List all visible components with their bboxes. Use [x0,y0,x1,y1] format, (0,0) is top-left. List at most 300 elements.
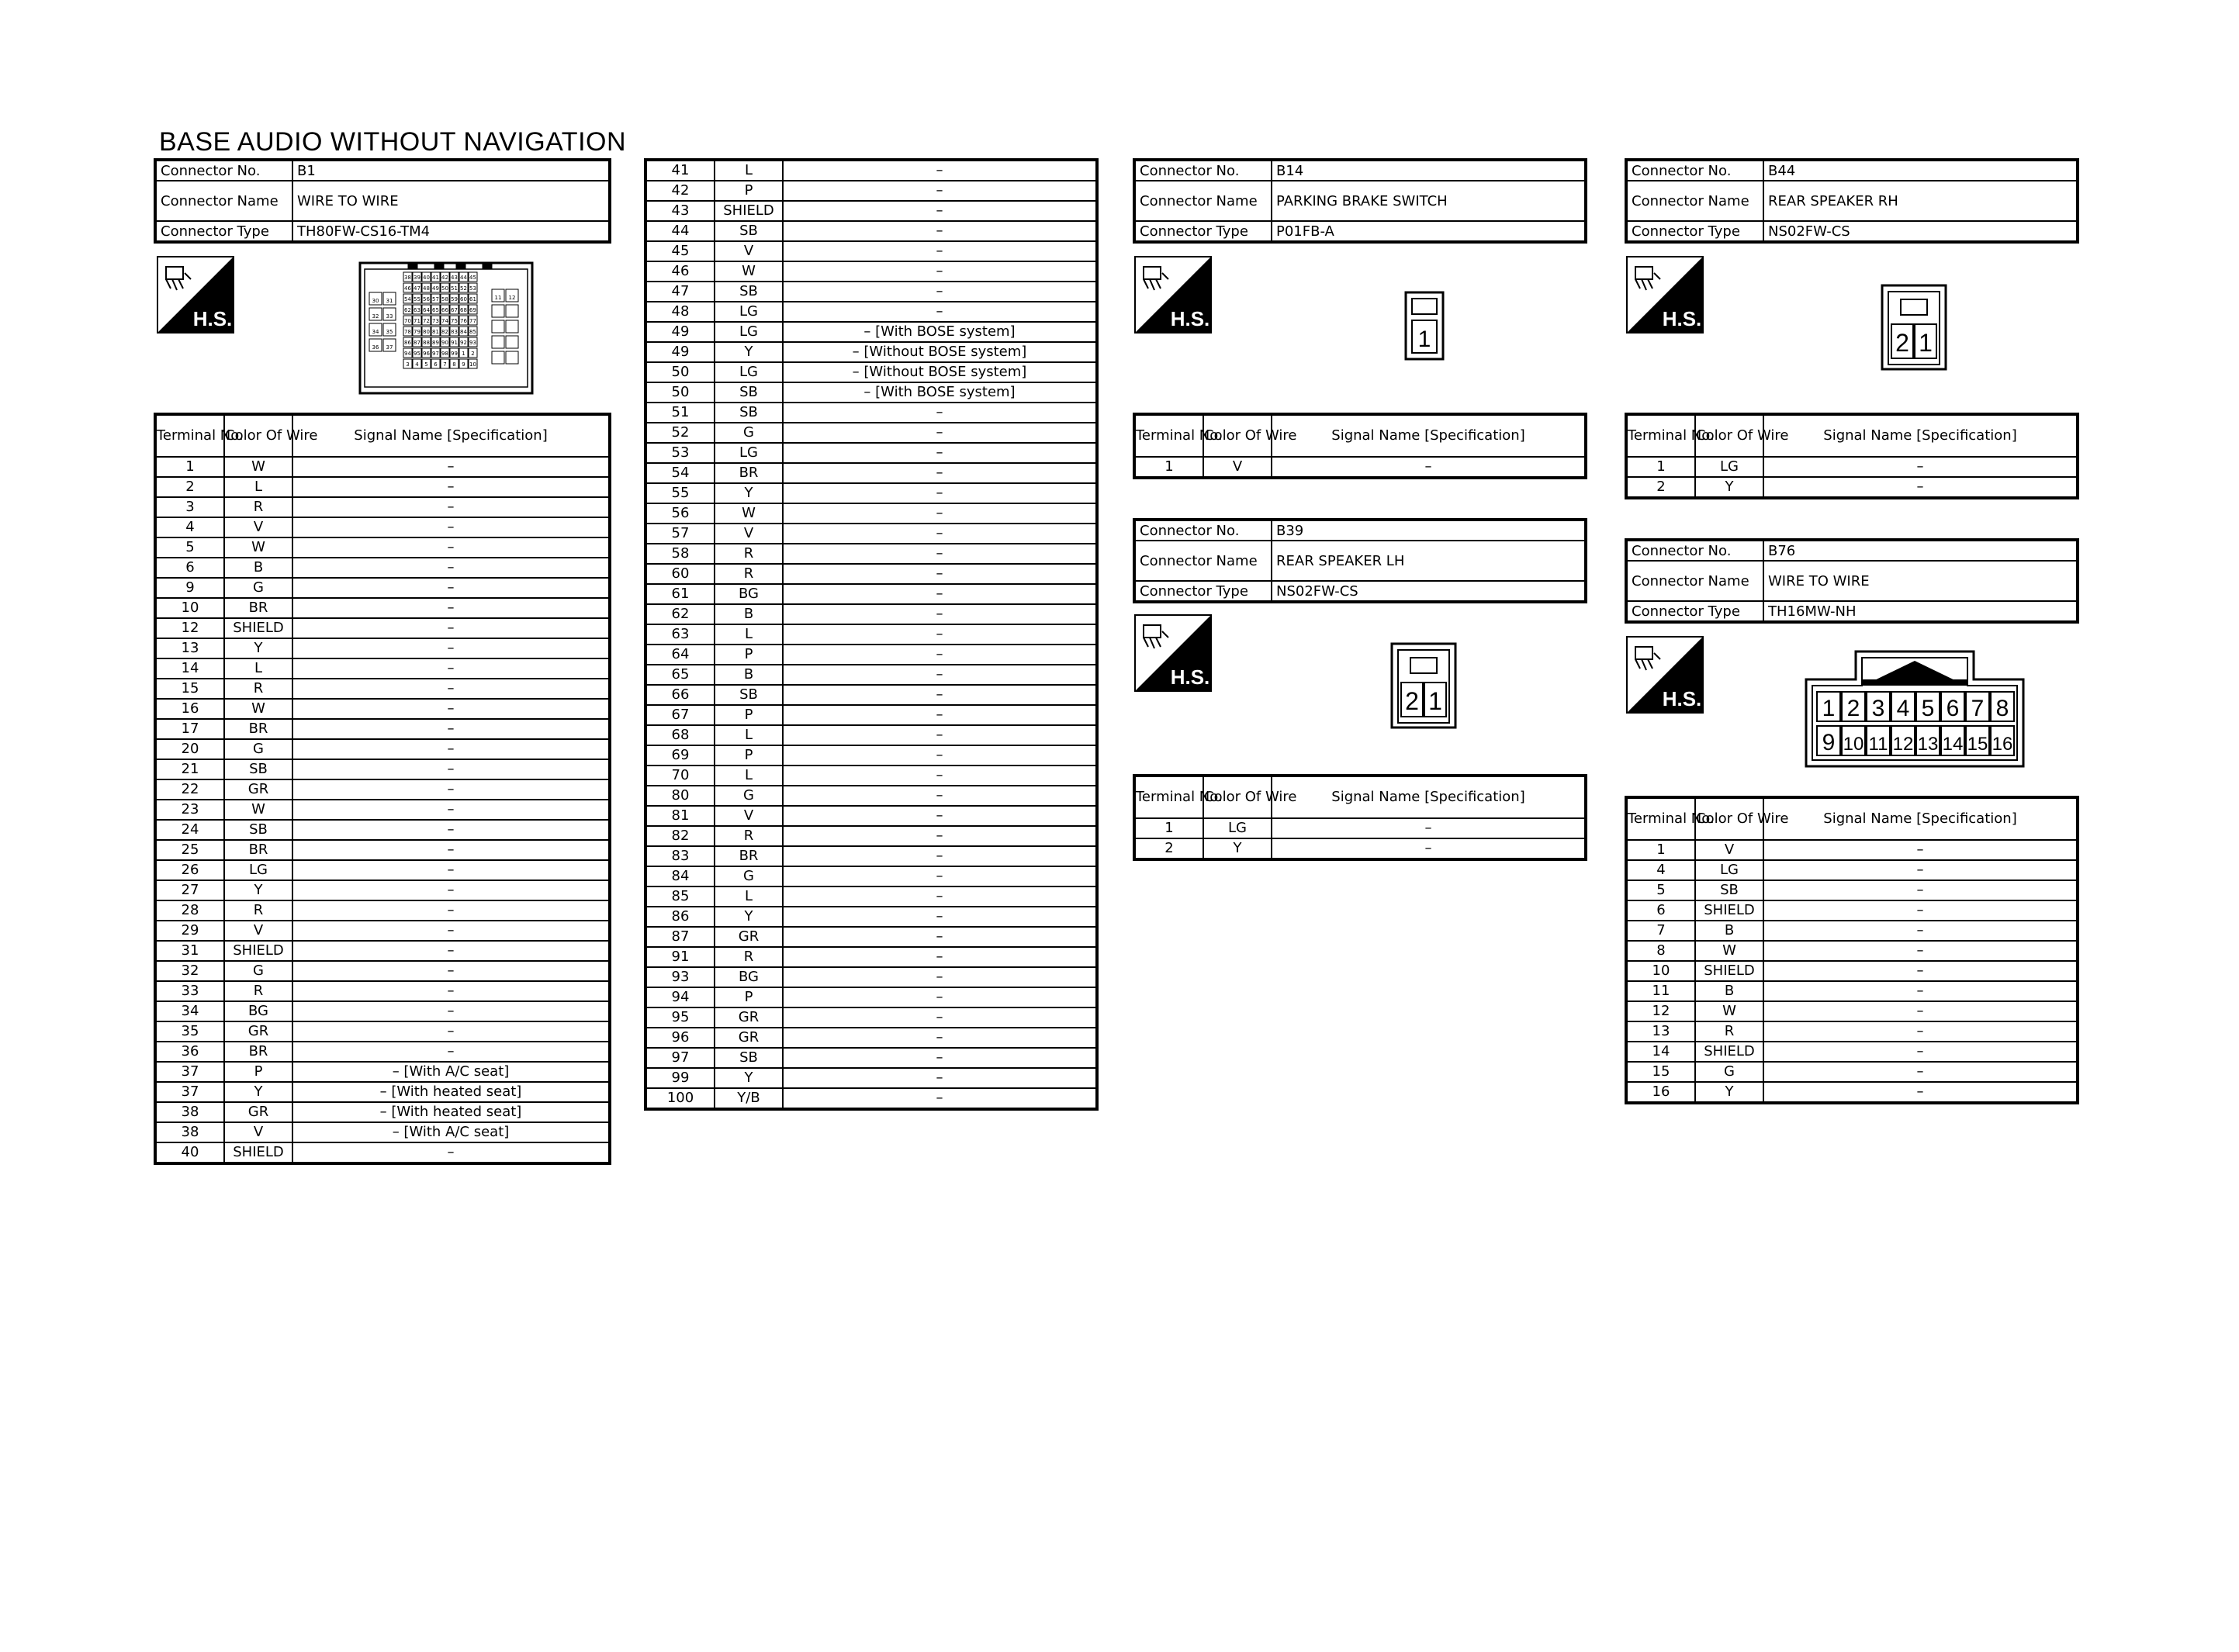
pin-label: 91 [451,340,458,346]
table-row [155,558,610,578]
terminal-table-b1-part1 [154,413,611,1165]
terminal-no-cell: 63 [645,624,715,645]
terminal-no-cell: 21 [155,759,224,779]
connector-type-label: Connector Type [1626,601,1763,622]
pin-label: 33 [386,313,393,320]
terminal-no-cell: 12 [1626,1001,1695,1021]
terminal-no-cell: 95 [645,1007,715,1028]
signal-name-cell: – [Without BOSE system] [783,342,1097,362]
pin-label: 89 [432,340,439,346]
terminal-no-cell: 6 [1626,900,1695,921]
table-row [1626,1082,2078,1103]
wire-color-cell: L [715,766,783,786]
connector-no-label: Connector No. [1626,160,1763,181]
table-row [645,604,1097,624]
signal-name-header: Signal Name [Specification] [1272,414,1586,457]
terminal-no-cell: 41 [645,160,715,181]
wire-color-cell: Y [224,638,292,658]
terminal-no-header: Terminal No. [1626,414,1695,457]
table-row [1626,860,2078,880]
connector-type-value: NS02FW-CS [1763,221,2078,242]
pin-label: 97 [432,351,439,357]
signal-name-header: Signal Name [Specification] [1763,414,2078,457]
signal-name-cell: – [783,584,1097,604]
pin-label: 47 [414,285,420,292]
wire-color-cell: GR [224,1021,292,1042]
terminal-no-cell: 51 [645,403,715,423]
signal-name-cell: – [783,967,1097,987]
terminal-no-cell: 15 [155,679,224,699]
table-row [155,840,610,860]
signal-name-cell: – [783,160,1097,181]
signal-name-cell: – [1763,1042,2078,1062]
wire-color-cell: Y [715,483,783,503]
table-row [645,967,1097,987]
pin-label: 34 [372,329,379,335]
pin-label: 78 [404,329,411,335]
table-row [155,699,610,719]
pin-label: 51 [451,285,458,292]
wire-color-cell: LG [1695,457,1763,477]
terminal-no-cell: 64 [645,645,715,665]
terminal-no-cell: 37 [155,1082,224,1102]
table-row [1626,1042,2078,1062]
signal-name-cell: – [1763,860,2078,880]
wire-color-cell: BR [715,846,783,866]
terminal-no-cell: 68 [645,725,715,745]
b14-connector-face [1404,291,1445,361]
signal-name-cell: – [1763,477,2078,498]
signal-name-cell: – [783,1007,1097,1028]
table-row [645,302,1097,322]
table-row [155,1102,610,1122]
wire-color-cell: W [224,800,292,820]
wire-color-cell: GR [715,1007,783,1028]
table-row [1626,981,2078,1001]
pin-label: 30 [372,298,379,304]
table-row [1626,921,2078,941]
wire-color-cell: P [715,987,783,1007]
terminal-no-cell: 56 [645,503,715,524]
terminal-no-cell: 81 [645,806,715,826]
signal-name-cell: – [1763,1082,2078,1103]
table-row [155,961,610,981]
terminal-no-cell: 42 [645,181,715,201]
signal-name-cell: – [292,860,610,880]
pin-label: 79 [414,329,420,335]
pin-label: 32 [372,313,379,320]
signal-name-cell: – [783,463,1097,483]
table-row [645,1007,1097,1028]
terminal-table-b14 [1133,413,1587,479]
table-row [155,941,610,961]
signal-name-cell: – [1763,941,2078,961]
terminal-no-cell: 1 [1626,840,1695,860]
table-row [155,1062,610,1082]
table-row [155,1042,610,1062]
terminal-no-cell: 45 [645,241,715,261]
wire-color-cell: LG [224,860,292,880]
signal-name-header: Signal Name [Specification] [1763,797,2078,840]
hs-harness-side-icon [1626,256,1704,334]
pin-label: 43 [451,275,458,281]
signal-name-cell: – [292,598,610,618]
wire-color-cell: SB [715,685,783,705]
wire-color-cell: SB [715,1048,783,1068]
signal-name-cell: – [1763,840,2078,860]
terminal-no-cell: 13 [155,638,224,658]
signal-name-cell: – [292,779,610,800]
table-row [645,544,1097,564]
signal-name-cell: – [783,544,1097,564]
signal-name-cell: – [783,786,1097,806]
signal-name-cell: – [292,900,610,921]
wire-color-cell: G [715,866,783,886]
connector-type-value: P01FB-A [1272,221,1586,242]
wire-color-cell: SHIELD [715,201,783,221]
terminal-no-cell: 85 [645,886,715,907]
pin-label: 4 [1896,696,1910,721]
connector-info-b44 [1625,158,2079,244]
b76-connector-face [1805,648,2025,768]
signal-name-cell: – [292,497,610,517]
terminal-no-cell: 66 [645,685,715,705]
signal-name-cell: – [783,241,1097,261]
terminal-no-cell: 83 [645,846,715,866]
wire-color-cell: BR [224,719,292,739]
table-row [155,537,610,558]
wire-color-cell: R [715,947,783,967]
table-row [645,745,1097,766]
table-row [645,342,1097,362]
terminal-no-cell: 20 [155,739,224,759]
connector-type-label: Connector Type [1134,581,1272,602]
hs-label: H.S. [1170,665,1210,689]
wire-color-cell: V [1695,840,1763,860]
signal-name-cell: – [1272,457,1586,478]
terminal-no-cell: 55 [645,483,715,503]
signal-name-cell: – [Without BOSE system] [783,362,1097,382]
pin-label: 6 [434,361,438,368]
pin-label: 92 [460,340,467,346]
pin-label: 71 [414,318,420,324]
pin-label: 2 [471,351,475,357]
terminal-no-cell: 31 [155,941,224,961]
signal-name-cell: – [292,921,610,941]
pin-label: 9 [1822,730,1836,755]
color-of-wire-header: Color Of Wire [1695,414,1763,457]
pin-label: 8 [1995,696,2009,721]
signal-name-cell: – [783,624,1097,645]
table-row [645,322,1097,342]
signal-name-cell: – [783,846,1097,866]
wire-color-cell: G [715,786,783,806]
table-row [155,578,610,598]
pin-label: 1 [1417,327,1431,352]
wire-color-cell: SHIELD [1695,961,1763,981]
pin-label: 84 [460,329,467,335]
connector-name-label: Connector Name [1626,561,1763,601]
wire-color-cell: L [715,725,783,745]
terminal-no-cell: 86 [645,907,715,927]
terminal-no-cell: 50 [645,382,715,403]
wire-color-cell: Y [715,907,783,927]
pin-label: 90 [441,340,448,346]
wire-color-cell: SHIELD [224,941,292,961]
table-row [645,241,1097,261]
hs-label: H.S. [192,307,233,330]
table-row [1134,818,1586,838]
wire-color-cell: R [715,826,783,846]
terminal-no-cell: 87 [645,927,715,947]
terminal-no-cell: 49 [645,342,715,362]
pin-label: 5 [424,361,428,368]
signal-name-cell: – [783,665,1097,685]
signal-name-cell: – [1763,961,2078,981]
terminal-no-cell: 27 [155,880,224,900]
terminal-no-cell: 48 [645,302,715,322]
table-row [155,477,610,497]
pin-label: 64 [423,307,430,313]
wire-color-cell: W [224,699,292,719]
pin-label: 75 [451,318,458,324]
pin-label: 68 [460,307,467,313]
pin-label: 10 [469,361,476,368]
connector-no-value: B14 [1272,160,1586,181]
signal-name-cell: – [292,578,610,598]
pin-label: 1 [1428,687,1442,715]
wire-color-cell: G [224,578,292,598]
signal-name-cell: – [1763,1062,2078,1082]
pin-label: 63 [414,307,420,313]
table-row [645,786,1097,806]
table-row [645,261,1097,282]
pin-label: 88 [423,340,430,346]
connector-name-label: Connector Name [1626,181,1763,221]
signal-name-cell: – [783,443,1097,463]
wire-color-cell: L [224,477,292,497]
wire-color-cell: Y [224,880,292,900]
signal-name-cell: – [783,201,1097,221]
terminal-no-cell: 15 [1626,1062,1695,1082]
pin-label: 40 [423,275,430,281]
signal-name-cell: – [1763,921,2078,941]
terminal-no-cell: 52 [645,423,715,443]
pin-label: 73 [432,318,439,324]
pin-label: 87 [414,340,420,346]
wire-color-cell: SHIELD [1695,900,1763,921]
table-row [645,423,1097,443]
hs-label: H.S. [1170,307,1210,330]
connector-no-label: Connector No. [155,160,292,181]
wire-color-cell: SB [715,403,783,423]
pin-label: 4 [415,361,419,368]
table-row [155,981,610,1001]
table-row [645,483,1097,503]
b44-connector-face [1881,284,1947,371]
table-row [1626,1021,2078,1042]
table-row [155,1142,610,1163]
terminal-no-cell: 11 [1626,981,1695,1001]
terminal-no-cell: 1 [155,457,224,477]
wire-color-cell: V [715,806,783,826]
terminal-no-cell: 69 [645,745,715,766]
table-row [1626,900,2078,921]
signal-name-cell: – [783,524,1097,544]
color-of-wire-header: Color Of Wire [1203,414,1272,457]
pin-label: 45 [469,275,476,281]
pin-label: 50 [441,285,448,292]
hs-harness-side-icon [1134,614,1212,692]
pin-label: 60 [460,296,467,302]
signal-name-cell: – [292,961,610,981]
table-row [155,900,610,921]
pin-label: 56 [423,296,430,302]
wire-color-cell: BR [224,840,292,860]
wire-color-cell: BG [715,584,783,604]
connector-info-b39 [1133,518,1587,603]
wire-color-cell: R [224,900,292,921]
wire-color-cell: SHIELD [224,618,292,638]
connector-type-value: TH16MW-NH [1763,601,2078,622]
terminal-no-cell: 35 [155,1021,224,1042]
table-row [645,806,1097,826]
signal-name-cell: – [783,564,1097,584]
table-row [1626,961,2078,981]
terminal-table-b76 [1625,796,2079,1104]
table-row [1626,840,2078,860]
wire-color-cell: R [715,564,783,584]
wire-color-cell: P [715,181,783,201]
table-row [645,584,1097,604]
table-row [645,382,1097,403]
signal-name-cell: – [1763,981,2078,1001]
table-row [645,1028,1097,1048]
table-row [645,1048,1097,1068]
wire-color-cell: V [715,241,783,261]
table-row [645,362,1097,382]
table-row [645,987,1097,1007]
b39-connector-face [1390,642,1457,729]
table-row [1626,457,2078,477]
table-row [1134,838,1586,859]
signal-name-cell: – [292,618,610,638]
pin-label: 94 [404,351,411,357]
connector-info-b76 [1625,538,2079,624]
pin-label: 6 [1946,696,1960,721]
table-row [645,927,1097,947]
terminal-no-cell: 53 [645,443,715,463]
signal-name-cell: – [292,638,610,658]
wire-color-cell: Y [224,1082,292,1102]
pin-label: 54 [404,296,411,302]
pin-label: 2 [1405,687,1419,715]
wire-color-cell: G [1695,1062,1763,1082]
wire-color-cell: B [1695,921,1763,941]
signal-name-cell: – [292,880,610,900]
pin-label: 16 [1992,734,2013,755]
wire-color-cell: SHIELD [1695,1042,1763,1062]
wire-color-cell: P [715,645,783,665]
terminal-no-cell: 23 [155,800,224,820]
signal-name-cell: – [1763,1001,2078,1021]
signal-name-cell: – [783,685,1097,705]
pin-label: 67 [451,307,458,313]
signal-name-cell: – [292,1021,610,1042]
signal-name-cell: – [292,537,610,558]
table-row [1626,941,2078,961]
wire-color-cell: L [715,160,783,181]
wire-color-cell: SB [224,820,292,840]
signal-name-cell: – [783,1028,1097,1048]
table-row [155,658,610,679]
terminal-no-cell: 40 [155,1142,224,1163]
pin-label: 85 [469,329,476,335]
table-row [645,725,1097,745]
b1-connector-face [358,261,534,395]
signal-name-cell: – [783,1088,1097,1109]
wire-color-cell: R [1695,1021,1763,1042]
signal-name-cell: – [With A/C seat] [292,1122,610,1142]
table-row [645,866,1097,886]
signal-name-cell: – [783,766,1097,786]
pin-label: 14 [1942,734,1964,755]
terminal-no-cell: 2 [1134,838,1203,859]
connector-type-label: Connector Type [1626,221,1763,242]
terminal-no-cell: 7 [1626,921,1695,941]
signal-name-cell: – [292,658,610,679]
wire-color-cell: G [224,961,292,981]
terminal-no-cell: 26 [155,860,224,880]
terminal-no-cell: 5 [1626,880,1695,900]
table-row [645,221,1097,241]
pin-label: 3 [1871,696,1885,721]
wire-color-cell: V [224,1122,292,1142]
terminal-no-cell: 36 [155,1042,224,1062]
wire-color-cell: W [715,261,783,282]
pin-label: 11 [1868,734,1888,755]
signal-name-cell: – [292,759,610,779]
pin-label: 59 [451,296,458,302]
signal-name-cell: – [292,800,610,820]
table-row [645,1068,1097,1088]
connector-info-b14 [1133,158,1587,244]
table-row [155,860,610,880]
signal-name-header: Signal Name [Specification] [292,414,610,457]
pin-label: 2 [1846,696,1860,721]
terminal-no-cell: 70 [645,766,715,786]
signal-name-cell: – [783,927,1097,947]
terminal-no-cell: 61 [645,584,715,604]
signal-name-cell: – [1272,818,1586,838]
signal-name-cell: – [With BOSE system] [783,382,1097,403]
terminal-no-cell: 14 [155,658,224,679]
terminal-no-cell: 33 [155,981,224,1001]
hs-label: H.S. [1662,307,1702,330]
terminal-no-cell: 100 [645,1088,715,1109]
terminal-no-cell: 3 [155,497,224,517]
table-row [645,160,1097,181]
connector-no-label: Connector No. [1134,160,1272,181]
wire-color-cell: Y [715,1068,783,1088]
table-row [645,846,1097,866]
table-row [645,564,1097,584]
terminal-no-cell: 13 [1626,1021,1695,1042]
terminal-no-header: Terminal No. [155,414,224,457]
wire-color-cell: R [224,497,292,517]
pin-label: 99 [451,351,458,357]
terminal-no-cell: 2 [1626,477,1695,498]
